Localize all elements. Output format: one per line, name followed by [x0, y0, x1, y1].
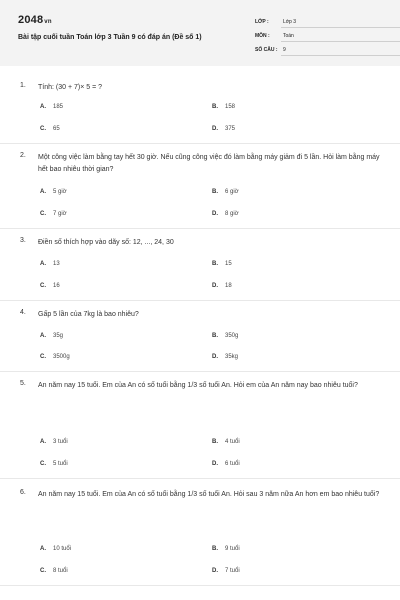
- option-text: 5 giờ: [53, 189, 67, 195]
- option-text: 6 tuổi: [225, 461, 240, 467]
- option-text: 7 giờ: [53, 211, 67, 217]
- option-a[interactable]: [40, 333, 63, 339]
- option-a[interactable]: [40, 189, 67, 195]
- option-a[interactable]: [40, 104, 63, 110]
- option-text: 5 tuổi: [53, 461, 68, 467]
- option-letter: C.: [40, 126, 46, 132]
- meta-underline: [281, 41, 400, 42]
- question-number: 1.: [20, 82, 26, 89]
- option-c[interactable]: [40, 568, 68, 574]
- question-text: An năm nay 15 tuổi. Em của An có số tuổi bằng 1/3 số tuổi An. Hỏi em của An năm nay bao nhiêu tuổi?: [38, 382, 358, 389]
- option-letter: B.: [212, 439, 218, 445]
- question-divider: [0, 478, 400, 479]
- option-c[interactable]: [40, 461, 68, 467]
- question-text: An năm nay 15 tuổi. Em của An có số tuổi bằng 1/3 số tuổi An. Hỏi sau 3 năm nữa An hơn em bao nhiêu tuổi?: [38, 491, 380, 498]
- option-letter: C.: [40, 354, 46, 360]
- option-text: 15: [225, 261, 232, 267]
- option-letter: B.: [212, 546, 218, 552]
- option-letter: C.: [40, 211, 46, 217]
- option-text: 65: [53, 126, 60, 132]
- option-d[interactable]: [212, 211, 239, 217]
- option-text: 7 tuổi: [225, 568, 240, 574]
- option-text: 158: [225, 104, 236, 110]
- option-text: 8 tuổi: [53, 568, 68, 574]
- question-number: 4.: [20, 309, 26, 316]
- option-b[interactable]: [212, 189, 239, 195]
- option-letter: D.: [212, 461, 218, 467]
- option-b[interactable]: [212, 439, 240, 445]
- option-letter: C.: [40, 568, 46, 574]
- option-c[interactable]: [40, 211, 67, 217]
- option-d[interactable]: [212, 354, 238, 360]
- meta-subject-label: MÔN :: [255, 33, 270, 39]
- option-d[interactable]: [212, 461, 240, 467]
- option-text: 35g: [53, 333, 64, 339]
- option-text: 4 tuổi: [225, 439, 240, 445]
- option-b[interactable]: [212, 546, 240, 552]
- option-letter: D.: [212, 211, 218, 217]
- question-text: Điền số thích hợp vào dãy số: 12, ..., 24, 30: [38, 239, 174, 246]
- question-divider: [0, 143, 400, 144]
- site-logo[interactable]: [18, 14, 52, 26]
- option-d[interactable]: [212, 126, 235, 132]
- option-letter: B.: [212, 104, 218, 110]
- question-divider: [0, 585, 400, 586]
- meta-class-label: LỚP :: [255, 19, 269, 25]
- option-letter: A.: [40, 189, 46, 195]
- worksheet-header: [0, 0, 400, 66]
- question-divider: [0, 371, 400, 372]
- question-number: 2.: [20, 152, 26, 159]
- meta-count-label: SỐ CÂU :: [255, 47, 278, 53]
- option-letter: C.: [40, 461, 46, 467]
- logo-text: 2048: [18, 14, 44, 26]
- option-b[interactable]: [212, 104, 235, 110]
- option-d[interactable]: [212, 568, 240, 574]
- option-text: 13: [53, 261, 60, 267]
- option-letter: D.: [212, 126, 218, 132]
- option-text: 3 tuổi: [53, 439, 68, 445]
- meta-underline: [281, 27, 400, 28]
- option-text: 375: [225, 126, 236, 132]
- option-c[interactable]: [40, 283, 60, 289]
- option-a[interactable]: [40, 261, 60, 267]
- option-text: 8 giờ: [225, 211, 239, 217]
- option-text: 9 tuổi: [225, 546, 240, 552]
- option-c[interactable]: [40, 354, 70, 360]
- option-letter: B.: [212, 333, 218, 339]
- option-d[interactable]: [212, 283, 232, 289]
- option-text: 6 giờ: [225, 189, 239, 195]
- option-letter: B.: [212, 261, 218, 267]
- option-letter: D.: [212, 354, 218, 360]
- meta-class-value: Lớp 3: [283, 19, 297, 25]
- question-number: 5.: [20, 380, 26, 387]
- question-divider: [0, 300, 400, 301]
- option-letter: A.: [40, 546, 46, 552]
- worksheet-title: Bài tập cuối tuần Toán lớp 3 Tuần 9 có đáp án (Đề số 1): [18, 34, 202, 41]
- option-text: 10 tuổi: [53, 546, 72, 552]
- question-divider: [0, 228, 400, 229]
- question-text: Một công việc làm bằng tay hết 30 giờ. Nếu cũng công việc đó làm bằng máy giảm đi 5 lần. Hỏi làm bằng máy hết bao nhiêu thời gian?: [38, 154, 380, 173]
- option-text: 350g: [225, 333, 239, 339]
- option-b[interactable]: [212, 261, 232, 267]
- meta-subject-value: Toán: [283, 33, 294, 39]
- logo-suffix: vn: [44, 19, 52, 25]
- option-letter: A.: [40, 261, 46, 267]
- question-text: Gấp 5 lần của 7kg là bao nhiêu?: [38, 311, 139, 318]
- option-b[interactable]: [212, 333, 238, 339]
- option-text: 3500g: [53, 354, 70, 360]
- option-text: 35kg: [225, 354, 239, 360]
- option-text: 185: [53, 104, 64, 110]
- option-a[interactable]: [40, 439, 68, 445]
- meta-underline: [281, 55, 400, 56]
- option-letter: C.: [40, 283, 46, 289]
- option-letter: A.: [40, 333, 46, 339]
- option-text: 18: [225, 283, 232, 289]
- question-number: 6.: [20, 489, 26, 496]
- option-text: 16: [53, 283, 60, 289]
- option-a[interactable]: [40, 546, 71, 552]
- option-letter: D.: [212, 283, 218, 289]
- option-letter: A.: [40, 104, 46, 110]
- question-number: 3.: [20, 237, 26, 244]
- option-letter: B.: [212, 189, 218, 195]
- option-letter: D.: [212, 568, 218, 574]
- option-c[interactable]: [40, 126, 60, 132]
- option-letter: A.: [40, 439, 46, 445]
- meta-count-value: 9: [283, 47, 286, 53]
- question-text: Tính: (30 + 7)× 5 = ?: [38, 84, 103, 91]
